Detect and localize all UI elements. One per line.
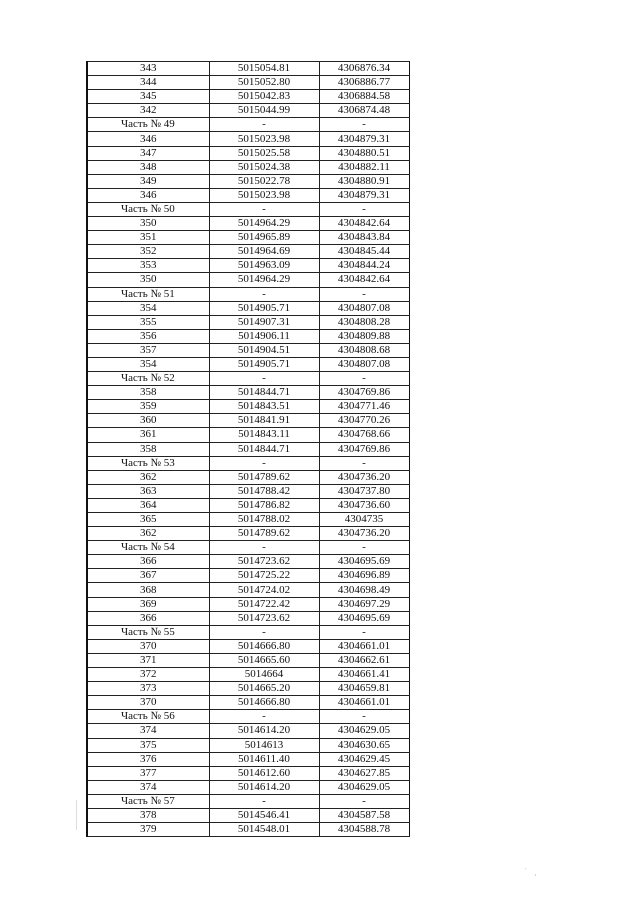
point-id-cell: 365 [87,513,209,527]
point-id-cell: 361 [87,428,209,442]
table-row [87,724,409,738]
point-id-cell: 358 [87,442,209,456]
table-row [87,259,409,273]
part-header-row [87,456,409,470]
y-coordinate-cell: - [319,372,409,386]
table-row [87,668,409,682]
y-coordinate-cell: 4304587.58 [319,808,409,822]
point-id-cell: Часть № 49 [87,118,209,132]
y-coordinate-cell: 4304880.51 [319,146,409,160]
part-header-row [87,287,409,301]
part-header-row [87,625,409,639]
x-coordinate-cell: 5014906.11 [209,329,319,343]
y-coordinate-cell: 4304768.66 [319,428,409,442]
y-coordinate-cell: 4304661.01 [319,639,409,653]
x-coordinate-cell: 5014724.02 [209,583,319,597]
point-id-cell: Часть № 54 [87,541,209,555]
table-row [87,823,409,837]
x-coordinate-cell: 5014614.20 [209,780,319,794]
x-coordinate-cell: - [209,541,319,555]
point-id-cell: 377 [87,766,209,780]
x-coordinate-cell: 5014907.31 [209,315,319,329]
x-coordinate-cell: - [209,456,319,470]
table-row [87,682,409,696]
y-coordinate-cell: 4304629.05 [319,724,409,738]
y-coordinate-cell: - [319,541,409,555]
point-id-cell: Часть № 51 [87,287,209,301]
table-row [87,442,409,456]
x-coordinate-cell: 5015044.99 [209,104,319,118]
x-coordinate-cell: - [209,710,319,724]
x-coordinate-cell: 5014843.51 [209,400,319,414]
y-coordinate-cell: 4304627.85 [319,766,409,780]
table-row [87,273,409,287]
table-row [87,555,409,569]
y-coordinate-cell: 4304843.84 [319,231,409,245]
point-id-cell: 343 [87,62,209,76]
x-coordinate-cell: 5014665.20 [209,682,319,696]
y-coordinate-cell: 4304695.69 [319,555,409,569]
x-coordinate-cell: 5015023.98 [209,188,319,202]
point-id-cell: 378 [87,808,209,822]
y-coordinate-cell: - [319,118,409,132]
point-id-cell: 366 [87,555,209,569]
table-row [87,780,409,794]
y-coordinate-cell: 4304630.65 [319,738,409,752]
table-row [87,315,409,329]
table-row [87,513,409,527]
y-coordinate-cell: 4304629.05 [319,780,409,794]
y-coordinate-cell: 4304844.24 [319,259,409,273]
point-id-cell: 364 [87,498,209,512]
point-id-cell: Часть № 55 [87,625,209,639]
point-id-cell: 355 [87,315,209,329]
table-row [87,527,409,541]
table-row [87,583,409,597]
y-coordinate-cell: 4304807.08 [319,357,409,371]
y-coordinate-cell: 4304882.11 [319,160,409,174]
point-id-cell: 371 [87,653,209,667]
x-coordinate-cell: 5014665.60 [209,653,319,667]
table-row [87,386,409,400]
x-coordinate-cell: 5015025.58 [209,146,319,160]
x-coordinate-cell: 5014723.62 [209,611,319,625]
point-id-cell: 351 [87,231,209,245]
table-row [87,498,409,512]
y-coordinate-cell: 4304736.60 [319,498,409,512]
point-id-cell: 370 [87,639,209,653]
table-row [87,90,409,104]
y-coordinate-cell: 4304661.41 [319,668,409,682]
point-id-cell: 362 [87,470,209,484]
y-coordinate-cell: 4304808.68 [319,343,409,357]
point-id-cell: Часть № 50 [87,202,209,216]
part-header-row [87,372,409,386]
y-coordinate-cell: 4306874.48 [319,104,409,118]
x-coordinate-cell: 5014664 [209,668,319,682]
y-coordinate-cell: 4304695.69 [319,611,409,625]
x-coordinate-cell: 5015042.83 [209,90,319,104]
table-row [87,329,409,343]
point-id-cell: 345 [87,90,209,104]
table-row [87,484,409,498]
x-coordinate-cell: 5014548.01 [209,823,319,837]
part-header-row [87,794,409,808]
point-id-cell: 379 [87,823,209,837]
table-row [87,414,409,428]
point-id-cell: 352 [87,245,209,259]
point-id-cell: 374 [87,780,209,794]
y-coordinate-cell: 4304842.64 [319,273,409,287]
x-coordinate-cell: 5015024.38 [209,160,319,174]
x-coordinate-cell: 5014905.71 [209,301,319,315]
y-coordinate-cell: - [319,710,409,724]
y-coordinate-cell: 4304736.20 [319,470,409,484]
scan-artifact-line [76,800,77,830]
y-coordinate-cell: 4304769.86 [319,442,409,456]
x-coordinate-cell: 5014789.62 [209,527,319,541]
point-id-cell: 347 [87,146,209,160]
table-row [87,696,409,710]
point-id-cell: 350 [87,217,209,231]
point-id-cell: 369 [87,597,209,611]
y-coordinate-cell: 4304698.49 [319,583,409,597]
x-coordinate-cell: 5014905.71 [209,357,319,371]
y-coordinate-cell: 4306886.77 [319,76,409,90]
table-row [87,188,409,202]
point-id-cell: 372 [87,668,209,682]
point-id-cell: Часть № 57 [87,794,209,808]
x-coordinate-cell: - [209,202,319,216]
y-coordinate-cell: 4304769.86 [319,386,409,400]
point-id-cell: 368 [87,583,209,597]
y-coordinate-cell: 4304661.01 [319,696,409,710]
y-coordinate-cell: 4304771.46 [319,400,409,414]
x-coordinate-cell: 5014844.71 [209,386,319,400]
x-coordinate-cell: 5015022.78 [209,174,319,188]
point-id-cell: 342 [87,104,209,118]
y-coordinate-cell: 4304696.89 [319,569,409,583]
point-id-cell: 344 [87,76,209,90]
x-coordinate-cell: - [209,794,319,808]
point-id-cell: 376 [87,752,209,766]
point-id-cell: 346 [87,188,209,202]
point-id-cell: 360 [87,414,209,428]
point-id-cell: Часть № 56 [87,710,209,724]
x-coordinate-cell: 5014844.71 [209,442,319,456]
table-row [87,808,409,822]
x-coordinate-cell: - [209,287,319,301]
table-row [87,76,409,90]
table-row [87,752,409,766]
table-row [87,62,409,76]
table-row [87,738,409,752]
table-row [87,639,409,653]
x-coordinate-cell: 5014964.29 [209,217,319,231]
x-coordinate-cell: 5014723.62 [209,555,319,569]
x-coordinate-cell: 5014614.20 [209,724,319,738]
table-row [87,569,409,583]
y-coordinate-cell: 4304842.64 [319,217,409,231]
y-coordinate-cell: 4304879.31 [319,188,409,202]
y-coordinate-cell: 4304809.88 [319,329,409,343]
x-coordinate-cell: 5014613 [209,738,319,752]
y-coordinate-cell: 4306876.34 [319,62,409,76]
table-row [87,653,409,667]
point-id-cell: Часть № 53 [87,456,209,470]
y-coordinate-cell: - [319,794,409,808]
x-coordinate-cell: 5015054.81 [209,62,319,76]
x-coordinate-cell: 5014666.80 [209,696,319,710]
x-coordinate-cell: - [209,118,319,132]
x-coordinate-cell: 5014843.11 [209,428,319,442]
y-coordinate-cell: 4304629.45 [319,752,409,766]
table-row [87,470,409,484]
y-coordinate-cell: 4304736.20 [319,527,409,541]
point-id-cell: 354 [87,357,209,371]
y-coordinate-cell: 4304770.26 [319,414,409,428]
table-row [87,160,409,174]
coordinates-table [86,61,410,837]
point-id-cell: 346 [87,132,209,146]
x-coordinate-cell: 5014788.42 [209,484,319,498]
part-header-row [87,118,409,132]
x-coordinate-cell: 5014666.80 [209,639,319,653]
table-row [87,343,409,357]
table-row [87,174,409,188]
y-coordinate-cell: 4304588.78 [319,823,409,837]
point-id-cell: 350 [87,273,209,287]
table-row [87,357,409,371]
point-id-cell: 367 [87,569,209,583]
point-id-cell: 356 [87,329,209,343]
y-coordinate-cell: - [319,625,409,639]
y-coordinate-cell: - [319,456,409,470]
part-header-row [87,202,409,216]
coordinates-table-body [87,62,409,837]
y-coordinate-cell: 4304662.61 [319,653,409,667]
x-coordinate-cell: 5014786.82 [209,498,319,512]
y-coordinate-cell: 4304697.29 [319,597,409,611]
y-coordinate-cell: 4304737.80 [319,484,409,498]
part-header-row [87,541,409,555]
y-coordinate-cell: 4306884.58 [319,90,409,104]
scan-artifact-mark: ˙ ˛ [524,868,540,876]
table-row [87,146,409,160]
x-coordinate-cell: 5014612.60 [209,766,319,780]
table-row [87,611,409,625]
x-coordinate-cell: 5014725.22 [209,569,319,583]
table-row [87,597,409,611]
point-id-cell: 354 [87,301,209,315]
part-header-row [87,710,409,724]
point-id-cell: 362 [87,527,209,541]
point-id-cell: 374 [87,724,209,738]
x-coordinate-cell: 5014904.51 [209,343,319,357]
point-id-cell: 353 [87,259,209,273]
point-id-cell: 366 [87,611,209,625]
point-id-cell: 370 [87,696,209,710]
y-coordinate-cell: 4304659.81 [319,682,409,696]
point-id-cell: 373 [87,682,209,696]
y-coordinate-cell: - [319,202,409,216]
x-coordinate-cell: 5014788.02 [209,513,319,527]
x-coordinate-cell: 5014841.91 [209,414,319,428]
table-row [87,400,409,414]
y-coordinate-cell: 4304845.44 [319,245,409,259]
point-id-cell: 358 [87,386,209,400]
table-row [87,428,409,442]
y-coordinate-cell: 4304880.91 [319,174,409,188]
x-coordinate-cell: 5015023.98 [209,132,319,146]
point-id-cell: 375 [87,738,209,752]
x-coordinate-cell: 5014546.41 [209,808,319,822]
x-coordinate-cell: - [209,625,319,639]
point-id-cell: Часть № 52 [87,372,209,386]
y-coordinate-cell: - [319,287,409,301]
x-coordinate-cell: - [209,372,319,386]
x-coordinate-cell: 5014611.40 [209,752,319,766]
table-row [87,301,409,315]
x-coordinate-cell: 5014722.42 [209,597,319,611]
point-id-cell: 363 [87,484,209,498]
y-coordinate-cell: 4304807.08 [319,301,409,315]
x-coordinate-cell: 5014964.29 [209,273,319,287]
table-row [87,766,409,780]
point-id-cell: 357 [87,343,209,357]
x-coordinate-cell: 5014965.89 [209,231,319,245]
table-row [87,217,409,231]
table-row [87,104,409,118]
x-coordinate-cell: 5014964.69 [209,245,319,259]
y-coordinate-cell: 4304735 [319,513,409,527]
x-coordinate-cell: 5015052.80 [209,76,319,90]
table-row [87,132,409,146]
x-coordinate-cell: 5014963.09 [209,259,319,273]
x-coordinate-cell: 5014789.62 [209,470,319,484]
y-coordinate-cell: 4304808.28 [319,315,409,329]
point-id-cell: 349 [87,174,209,188]
point-id-cell: 348 [87,160,209,174]
table-row [87,245,409,259]
point-id-cell: 359 [87,400,209,414]
y-coordinate-cell: 4304879.31 [319,132,409,146]
table-row [87,231,409,245]
